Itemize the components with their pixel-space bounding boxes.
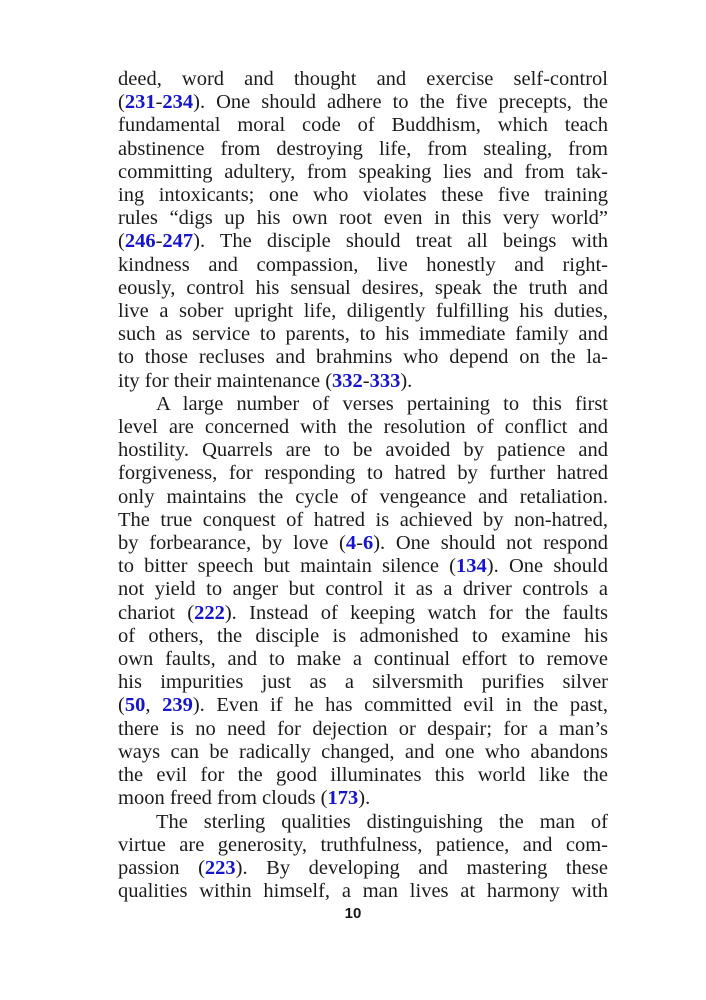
verse-link[interactable]: 173	[327, 787, 359, 810]
text-run: ing intoxicants; one who violates these five training	[118, 184, 608, 207]
text-run: ). Even if he has committed evil in the past,	[192, 694, 609, 717]
text-line	[118, 184, 608, 207]
text-line	[118, 764, 608, 787]
text-line	[118, 370, 608, 393]
text-run: chariot (	[118, 601, 195, 624]
text-run: by forbearance, by love (	[118, 532, 346, 555]
text-line	[118, 602, 608, 625]
verse-link[interactable]: 246	[124, 230, 156, 253]
verse-link[interactable]: 234	[162, 91, 194, 114]
verse-link[interactable]: 6	[362, 532, 374, 555]
text-run: rules “digs up his own root even in this very world”	[118, 207, 608, 230]
text-run: live a sober upright life, diligently fulfilling his duties,	[118, 300, 608, 323]
text-line	[118, 207, 608, 230]
text-run: committing adultery, from speaking lies and from tak-	[118, 160, 608, 183]
text-run: to those recluses and brahmins who depend on the la-	[118, 346, 608, 369]
text-line	[118, 834, 608, 857]
text-line	[118, 787, 608, 810]
text-run: -	[155, 91, 163, 114]
text-run: fundamental moral code of Buddhism, which teach	[118, 114, 608, 137]
verse-link[interactable]: 332	[332, 369, 363, 392]
text-run: (	[118, 694, 125, 717]
text-line	[118, 694, 608, 717]
text-run: kindness and compassion, live honestly and right-	[118, 253, 608, 276]
text-line	[118, 230, 608, 253]
page-number: 10	[344, 905, 362, 922]
text-run: ).	[400, 369, 413, 392]
text-run: A large number of verses pertaining to this first	[156, 392, 608, 415]
text-run: The sterling qualities distinguishing the man of	[156, 810, 608, 833]
text-run: (	[118, 230, 125, 253]
text-run: -	[155, 230, 163, 253]
text-line	[118, 161, 608, 184]
text-line	[118, 880, 608, 903]
text-line	[118, 625, 608, 648]
text-line	[118, 462, 608, 485]
text-run: ). Instead of keeping watch for the faults	[224, 601, 608, 624]
text-line	[118, 671, 608, 694]
text-run: ). One should not respond	[373, 532, 608, 555]
text-line	[118, 811, 608, 834]
text-run: moon freed from clouds (	[118, 787, 328, 810]
text-line	[118, 555, 608, 578]
text-line	[118, 416, 608, 439]
text-line	[118, 393, 608, 416]
text-line	[118, 439, 608, 462]
text-run: The true conquest of hatred is achieved by non-hatred,	[118, 508, 608, 531]
text-run: to bitter speech but maintain silence (	[118, 555, 457, 578]
text-run: ). One should adhere to the five precepts, the	[193, 91, 608, 114]
verse-link[interactable]: 134	[456, 555, 487, 578]
text-run: -	[356, 532, 363, 555]
verse-link[interactable]: 50	[124, 694, 146, 717]
text-line	[118, 486, 608, 509]
text-line	[118, 300, 608, 323]
text-line	[118, 509, 608, 532]
text-run: the evil for the good illuminates this world like the	[118, 764, 608, 787]
verse-link[interactable]: 239	[162, 694, 193, 717]
text-run: ).	[358, 787, 371, 810]
text-run: his impurities just as a silversmith purifies silver	[118, 671, 608, 694]
text-run: ways can be radically changed, and one who abandons	[118, 740, 608, 763]
text-run: forgiveness, for responding to hatred by further hatred	[118, 462, 608, 485]
text-run: not yield to anger but control it as a driver controls a	[118, 578, 608, 601]
text-run: qualities within himself, a man lives at harmony with	[118, 880, 608, 903]
text-line	[118, 648, 608, 671]
verse-link[interactable]: 333	[369, 369, 401, 392]
text-line	[118, 277, 608, 300]
text-line	[118, 578, 608, 601]
text-run: ). One should	[486, 555, 608, 578]
text-run: eously, control his sensual desires, speak the truth and	[118, 276, 608, 299]
text-line	[118, 857, 608, 880]
text-run: there is no need for dejection or despair; for a man’s	[118, 717, 608, 740]
text-run: abstinence from destroying life, from stealing, from	[118, 137, 608, 160]
text-line	[118, 254, 608, 277]
verse-link[interactable]: 222	[194, 601, 225, 624]
text-run: (	[118, 91, 125, 114]
text-run: ). The disciple should treat all beings with	[193, 230, 608, 253]
text-run: passion (	[118, 856, 205, 879]
text-run: of others, the disciple is admonished to examine his	[118, 624, 608, 647]
text-line	[118, 346, 608, 369]
text-run: such as service to parents, to his immediate family and	[118, 323, 608, 346]
verse-link[interactable]: 223	[204, 856, 236, 879]
text-run: virtue are generosity, truthfulness, patience, and com-	[118, 833, 608, 856]
text-line	[118, 114, 608, 137]
text-line	[118, 741, 608, 764]
text-run: ). By developing and mastering these	[235, 856, 609, 879]
text-run: only maintains the cycle of vengeance and retaliation.	[118, 485, 608, 508]
text-line	[118, 532, 608, 555]
text-run: level are concerned with the resolution of conflict and	[118, 416, 608, 439]
verse-link[interactable]: 247	[162, 230, 194, 253]
text-run: deed, word and thought and exercise self-control	[118, 68, 608, 90]
text-run: hostility. Quarrels are to be avoided by patience and	[118, 439, 608, 462]
text-run: own faults, and to make a continual effort to remove	[118, 648, 608, 671]
text-run: ,	[145, 694, 163, 717]
text-line	[118, 138, 608, 161]
verse-link[interactable]: 4	[345, 532, 357, 555]
text-line	[118, 91, 608, 114]
text-run: ity for their maintenance (	[118, 369, 333, 392]
text-block	[118, 68, 608, 903]
text-run: -	[362, 369, 370, 392]
verse-link[interactable]: 231	[124, 91, 156, 114]
text-line	[118, 718, 608, 741]
text-line	[118, 323, 608, 346]
text-line	[118, 68, 608, 91]
